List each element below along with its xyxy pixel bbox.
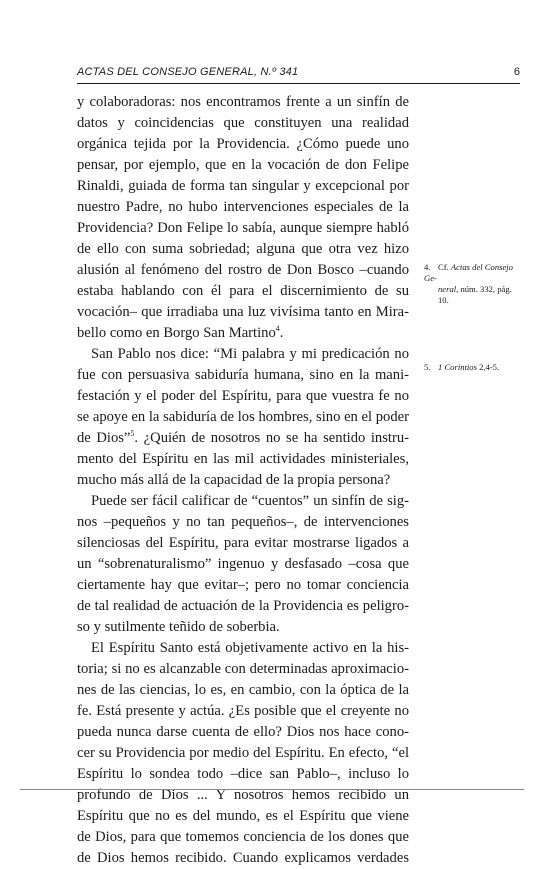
text-line: fe. Está presente y actúa. ¿Es posible que el creyente no [77, 703, 409, 719]
text-line: Espíritu lo sondea todo –dice san Pablo–, incluso lo [77, 766, 409, 782]
footnote-ref-4[interactable]: 4 [275, 324, 280, 334]
footnote-text: 2,4-5. [479, 362, 500, 372]
running-title: ACTAS DEL CONSEJO GENERAL, N.º 341 [77, 66, 299, 78]
text-line: mento del Espíritu en las mil actividades ministeriales, [77, 451, 409, 467]
body-text [77, 92, 409, 869]
header-rule [77, 83, 520, 84]
text-line: de Dios, para que tomemos conciencia de los dones que [77, 829, 409, 845]
text-line: de Dios”$^5$. ¿Quién de nosotros no se ha sentido instru- [77, 429, 409, 446]
page-number: 6 [513, 66, 520, 78]
text-line: datos y coincidencias que constituyen una realidad [77, 115, 409, 131]
text-line: pueda nunca darse cuenta de ello? Dios nos hace cono- [77, 724, 409, 740]
text-line: Puede ser fácil calificar de “cuentos” un sinfín de sig- [91, 493, 409, 509]
text-line: mucho más allá de la capacidad de la propia persona? [77, 472, 391, 488]
footnote-source-title: 1 Corintios [438, 362, 477, 372]
text-line: de Dios hemos recibido. Cuando explicamos verdades [77, 850, 409, 866]
footnote-number: 4. [424, 262, 431, 272]
footnote-text: núm. 332, pág. [460, 284, 512, 294]
text-line: un “sobrenaturalismo” ingenuo y desfasado –cosa que [77, 556, 409, 572]
page-bottom-rule [20, 789, 524, 790]
text-line: so y sutilmente teñido de soberbia. [77, 619, 280, 635]
footnote-source-title: neral, [438, 284, 459, 294]
text-line: Rinaldi, guiada de forma tan singular y excepcional por [77, 178, 409, 194]
footnote-line: 10. [438, 295, 449, 305]
text-line: cer su Providencia por medio del Espíritu. En efecto, “el [77, 745, 409, 761]
footnote-text: Cf. [438, 262, 449, 272]
text-line: nes de las ciencias, lo es, en cambio, con la óptica de la [77, 682, 409, 698]
text-line: ciertamente hay que evitar–; pero no tomar conciencia [77, 577, 409, 593]
text-line: bello como en Borgo San Martino$^4$. [77, 324, 284, 341]
text-line: profundo de Dios ... Y nosotros hemos recibido un [77, 787, 409, 803]
text-line: Providencia? Don Felipe lo sabía, aunque siempre habló [77, 220, 409, 236]
text-span: ¿Quién de nosotros no se ha sentido instru- [138, 430, 409, 446]
footnote-5 [424, 362, 524, 373]
text-line: se apoye en la sabiduría de los hombres, sino en el poder [77, 409, 409, 425]
text-line: de tal realidad de actuación de la Providencia es peligro- [77, 598, 409, 614]
text-line: Espíritu que no es del mundo, es el Espíritu que viene [77, 808, 409, 824]
footnote-4 [424, 262, 524, 306]
text-line: festación y el poder del Espíritu, para que vuestra fe no [77, 388, 409, 404]
text-line: nuestro Padre, no hubo intervenciones especiales de la [77, 199, 409, 215]
text-line: El Espíritu Santo está objetivamente activo en la his- [91, 640, 409, 656]
text-span: de Dios” [77, 430, 131, 446]
text-span: bello como en Borgo San Martino [77, 325, 276, 341]
text-line: vocación– que irradiaba una luz vivísima tanto en Mira- [77, 304, 409, 320]
text-line: orgánica tejida por la Providencia. ¿Cómo puede uno [77, 136, 409, 152]
text-line: silenciosas del Espíritu, para evitar mostrarse ligados a [77, 535, 409, 551]
footnote-number: 5. [424, 362, 431, 372]
footnote-source-title: Actas del Consejo Ge- [424, 262, 513, 283]
text-line: San Pablo nos dice: “Mi palabra y mi predicación no [91, 346, 409, 362]
text-line: pensar, por ejemplo, que en la vocación de don Felipe [77, 157, 409, 173]
footnote-line [424, 284, 524, 295]
text-line: estaba hablando con él para el discernimiento de su [77, 283, 409, 299]
text-line: fue con persuasiva sabiduría humana, sino en la mani- [77, 367, 409, 383]
text-line: alusión al fenómeno del rostro de Don Bosco –cuando [77, 262, 409, 278]
text-line: y colaboradoras: nos encontramos frente a un sinfín de [77, 94, 409, 110]
running-header [77, 66, 520, 82]
text-line: de ello con suma sobriedad; alguna que otra vez hizo [77, 241, 409, 257]
text-line: nos –pequeños y no tan pequeños–, de intervenciones [77, 514, 409, 530]
text-line: toria; si no es alcanzable con determinadas aproximacio- [77, 661, 409, 677]
footnote-ref-5[interactable]: 5 [130, 429, 135, 439]
